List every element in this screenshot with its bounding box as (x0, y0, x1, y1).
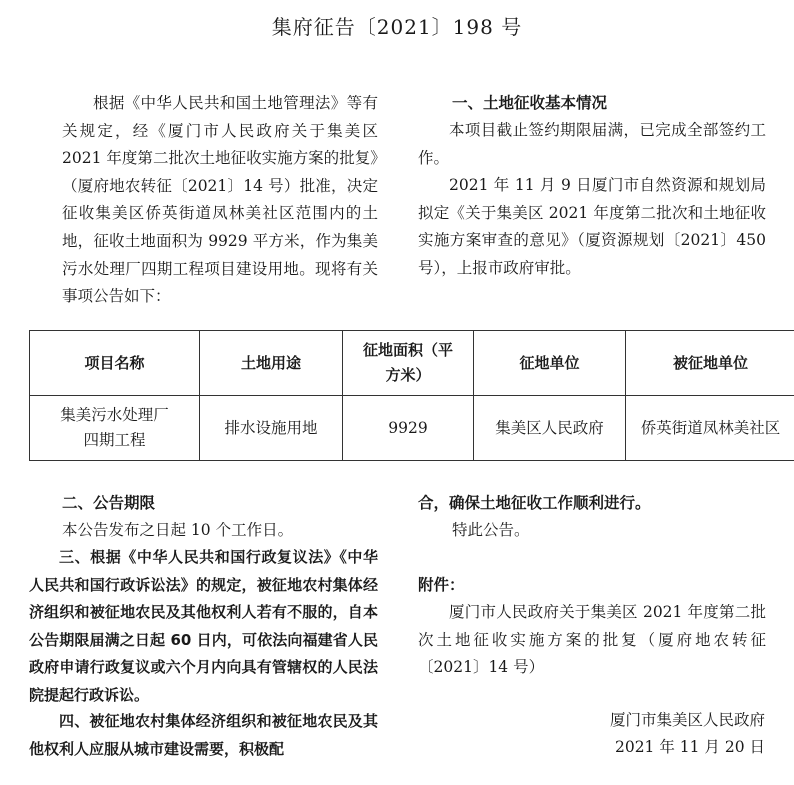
section1-paragraph-1: 本项目截止签约期限届满，已完成全部签约工作。 (418, 121, 766, 167)
section4-paragraph: 四、被征地农村集体经济组织和被征地农民及其他权利人应服从城市建设需要，积极配 (29, 712, 378, 758)
intro-paragraph: 根据《中华人民共和国土地管理法》等有关规定，经《厦门市人民政府关于集美区 2021 年度第二批次土地征收实施方案的批复》（厦府地农转征〔2021〕14 号）批准，决定征收集美区侨英街道凤林美社区范围内的土地，征收土地面积为 9929 平方米，作为集美污水处理厂四期工程项目建设用地。现将有关事项公告如下： (62, 94, 378, 306)
table-header-row (30, 331, 794, 396)
attachment-text: 厦门市人民政府关于集美区 2021 年度第二批次土地征收实施方案的批复（厦府地农转征〔2021〕14 号） (418, 603, 766, 677)
table-row (30, 396, 794, 461)
column-header-acquiring-unit: 征地单位 (474, 331, 626, 396)
section2-heading: 二、公告期限 (62, 494, 156, 512)
section1-paragraph-2: 2021 年 11 月 9 日厦门市自然资源和规划局拟定《关于集美区 2021 年度第二批次和土地征收实施方案审查的意见》（厦资源规划〔2021〕450 号），上报市政府审批。 (418, 176, 766, 277)
section4-continuation: 合，确保土地征收工作顺利进行。 (418, 494, 651, 512)
cell-project-name: 集美污水处理厂四期工程 (30, 396, 200, 461)
attachment-label: 附件： (418, 576, 465, 594)
column-header-project-name: 项目名称 (30, 331, 200, 396)
signature-date: 2021 年 11 月 20 日 (614, 738, 765, 756)
document-title: 集府征告〔2021〕198 号 (271, 15, 523, 39)
column-header-acquired-unit: 被征地单位 (626, 331, 794, 396)
cell-land-use: 排水设施用地 (200, 396, 343, 461)
closing-text: 特此公告。 (452, 521, 530, 539)
column-header-land-use: 土地用途 (200, 331, 343, 396)
section1-heading: 一、土地征收基本情况 (452, 94, 608, 112)
cell-acquiring-unit: 集美区人民政府 (474, 396, 626, 461)
cell-acquired-unit: 侨英街道凤林美社区 (626, 396, 794, 461)
land-acquisition-table (29, 330, 794, 461)
section3-paragraph: 三、根据《中华人民共和国行政复议法》《中华人民共和国行政诉讼法》的规定，被征地农村集体经济组织和被征地农民及其他权利人若有不服的，自本公告期限届满之日起 60 日内，可依法向福建省人民政府申请行政复议或六个月内向具有管辖权的人民法院提起行政诉讼。 (29, 548, 378, 704)
signature-organization: 厦门市集美区人民政府 (609, 711, 765, 729)
column-header-area: 征地面积（平方米） (343, 331, 474, 396)
section2-text: 本公告发布之日起 10 个工作日。 (62, 521, 294, 539)
cell-area: 9929 (343, 396, 474, 461)
